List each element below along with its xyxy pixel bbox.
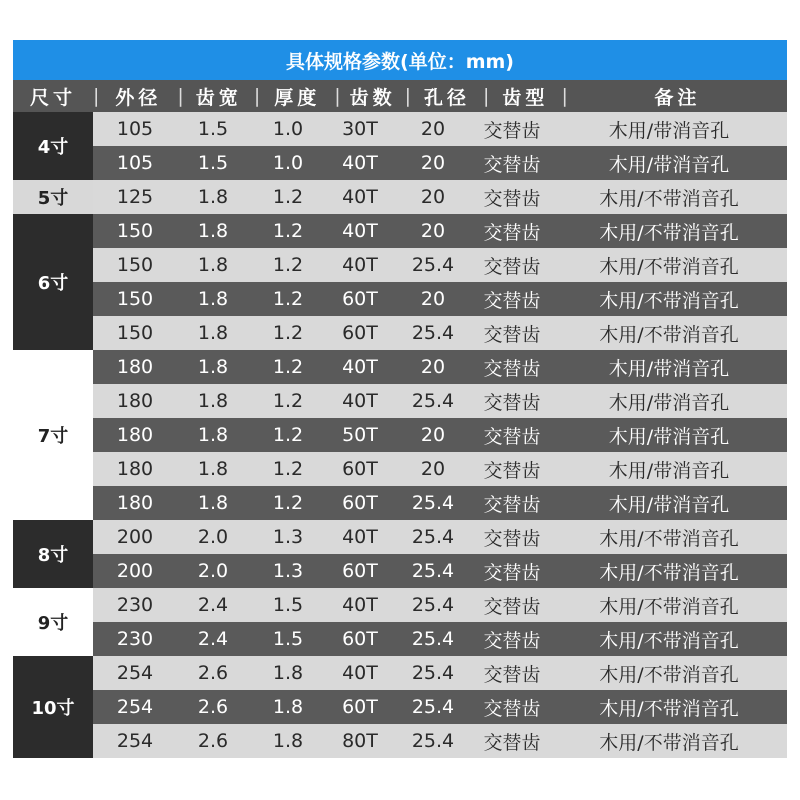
tooth-type-cell: 交替齿 xyxy=(483,697,541,720)
size-column xyxy=(13,112,93,758)
header-row xyxy=(13,80,787,112)
outer-diameter-cell: 150 xyxy=(116,220,154,242)
outer-diameter-cell: 150 xyxy=(116,254,154,276)
header-separator: | xyxy=(404,85,412,107)
tooth-type-cell: 交替齿 xyxy=(483,221,541,244)
tooth-type-cell: 交替齿 xyxy=(483,255,541,278)
table-row xyxy=(93,248,787,282)
tooth-type-cell: 交替齿 xyxy=(483,595,541,618)
thickness-cell: 1.2 xyxy=(272,254,304,276)
remark-cell: 木用/不带消音孔 xyxy=(599,187,739,210)
table-row xyxy=(93,622,787,656)
outer-diameter-cell: 105 xyxy=(116,118,154,140)
remark-cell: 木用/不带消音孔 xyxy=(599,697,739,720)
bore-cell: 25.4 xyxy=(411,492,455,514)
tooth-width-cell: 2.6 xyxy=(197,730,229,752)
remark-cell: 木用/不带消音孔 xyxy=(599,595,739,618)
tooth-type-cell: 交替齿 xyxy=(483,527,541,550)
outer-diameter-cell: 254 xyxy=(116,662,154,684)
thickness-cell: 1.2 xyxy=(272,288,304,310)
table-row xyxy=(93,316,787,350)
remark-cell: 木用/不带消音孔 xyxy=(599,731,739,754)
remark-cell: 木用/带消音孔 xyxy=(608,153,730,176)
tooth-width-cell: 1.5 xyxy=(197,118,229,140)
thickness-cell: 1.2 xyxy=(272,424,304,446)
remark-cell: 木用/带消音孔 xyxy=(608,391,730,414)
tooth-width-cell: 1.8 xyxy=(197,186,229,208)
remark-cell: 木用/不带消音孔 xyxy=(599,663,739,686)
thickness-cell: 1.8 xyxy=(272,730,304,752)
outer-diameter-cell: 230 xyxy=(116,594,154,616)
thickness-cell: 1.2 xyxy=(272,458,304,480)
tooth-type-cell: 交替齿 xyxy=(483,187,541,210)
tooth-width-cell: 1.8 xyxy=(197,288,229,310)
remark-cell: 木用/不带消音孔 xyxy=(599,323,739,346)
thickness-cell: 1.5 xyxy=(272,628,304,650)
outer-diameter-cell: 180 xyxy=(116,492,154,514)
outer-diameter-cell: 150 xyxy=(116,288,154,310)
remark-cell: 木用/带消音孔 xyxy=(608,119,730,142)
table-row xyxy=(93,418,787,452)
thickness-cell: 1.5 xyxy=(272,594,304,616)
tooth-width-cell: 1.8 xyxy=(197,492,229,514)
teeth-count-cell: 60T xyxy=(342,492,378,514)
teeth-count-cell: 40T xyxy=(342,220,378,242)
spec-table xyxy=(13,40,787,758)
header-size: 尺寸 xyxy=(29,86,76,109)
tooth-width-cell: 1.8 xyxy=(197,390,229,412)
size-label: 6寸 xyxy=(13,214,93,350)
header-tooth-type: 齿型 xyxy=(502,86,549,109)
tooth-type-cell: 交替齿 xyxy=(483,459,541,482)
bore-cell: 25.4 xyxy=(411,526,455,548)
teeth-count-cell: 40T xyxy=(342,662,378,684)
teeth-count-cell: 40T xyxy=(342,356,378,378)
bore-cell: 20 xyxy=(420,118,446,140)
tooth-type-cell: 交替齿 xyxy=(483,425,541,448)
outer-diameter-cell: 200 xyxy=(116,560,154,582)
header-thickness: 厚度 xyxy=(274,86,321,109)
outer-diameter-cell: 180 xyxy=(116,458,154,480)
teeth-count-cell: 40T xyxy=(342,152,378,174)
tooth-type-cell: 交替齿 xyxy=(483,289,541,312)
bore-cell: 25.4 xyxy=(411,560,455,582)
header-tooth-width: 齿宽 xyxy=(195,86,242,109)
bore-cell: 25.4 xyxy=(411,628,455,650)
header-separator: | xyxy=(561,85,568,107)
outer-diameter-cell: 230 xyxy=(116,628,154,650)
teeth-count-cell: 60T xyxy=(342,288,378,310)
thickness-cell: 1.2 xyxy=(272,322,304,344)
remark-cell: 木用/不带消音孔 xyxy=(599,221,739,244)
remark-cell: 木用/不带消音孔 xyxy=(599,255,739,278)
outer-diameter-cell: 180 xyxy=(116,356,154,378)
table-row xyxy=(93,588,787,622)
table-row xyxy=(93,214,787,248)
tooth-width-cell: 2.4 xyxy=(197,628,229,650)
tooth-type-cell: 交替齿 xyxy=(483,493,541,516)
table-title: 具体规格参数(单位：mm) xyxy=(13,40,787,80)
thickness-cell: 1.0 xyxy=(272,152,304,174)
remark-cell: 木用/不带消音孔 xyxy=(599,289,739,312)
remark-cell: 木用/带消音孔 xyxy=(608,459,730,482)
teeth-count-cell: 30T xyxy=(342,118,378,140)
outer-diameter-cell: 150 xyxy=(116,322,154,344)
tooth-width-cell: 1.8 xyxy=(197,220,229,242)
tooth-type-cell: 交替齿 xyxy=(483,153,541,176)
outer-diameter-cell: 105 xyxy=(116,152,154,174)
thickness-cell: 1.2 xyxy=(272,186,304,208)
thickness-cell: 1.8 xyxy=(272,662,304,684)
teeth-count-cell: 60T xyxy=(342,322,378,344)
header-outer-diameter: 外径 xyxy=(115,86,162,109)
header-separator: | xyxy=(93,85,100,107)
table-row xyxy=(93,656,787,690)
header-separator: | xyxy=(334,85,341,107)
teeth-count-cell: 60T xyxy=(342,560,378,582)
tooth-type-cell: 交替齿 xyxy=(483,119,541,142)
thickness-cell: 1.2 xyxy=(272,390,304,412)
table-row xyxy=(93,690,787,724)
tooth-width-cell: 2.0 xyxy=(197,526,229,548)
remark-cell: 木用/不带消音孔 xyxy=(599,527,739,550)
bore-cell: 25.4 xyxy=(411,696,455,718)
header-remark: 备注 xyxy=(654,86,701,109)
teeth-count-cell: 40T xyxy=(342,390,378,412)
table-row xyxy=(93,724,787,758)
tooth-width-cell: 2.6 xyxy=(197,696,229,718)
header-separator: | xyxy=(483,85,490,107)
tooth-type-cell: 交替齿 xyxy=(483,561,541,584)
table-row xyxy=(93,452,787,486)
remark-cell: 木用/不带消音孔 xyxy=(599,629,739,652)
thickness-cell: 1.8 xyxy=(272,696,304,718)
remark-cell: 木用/带消音孔 xyxy=(608,493,730,516)
tooth-type-cell: 交替齿 xyxy=(483,357,541,380)
outer-diameter-cell: 254 xyxy=(116,730,154,752)
remark-cell: 木用/带消音孔 xyxy=(608,357,730,380)
table-row xyxy=(93,350,787,384)
bore-cell: 20 xyxy=(420,458,446,480)
teeth-count-cell: 60T xyxy=(342,628,378,650)
thickness-cell: 1.3 xyxy=(272,560,304,582)
thickness-cell: 1.2 xyxy=(272,356,304,378)
data-rows xyxy=(93,112,787,758)
remark-cell: 木用/不带消音孔 xyxy=(599,561,739,584)
outer-diameter-cell: 125 xyxy=(116,186,154,208)
bore-cell: 20 xyxy=(420,220,446,242)
size-label: 9寸 xyxy=(13,588,93,656)
tooth-width-cell: 1.8 xyxy=(197,458,229,480)
tooth-type-cell: 交替齿 xyxy=(483,391,541,414)
bore-cell: 25.4 xyxy=(411,662,455,684)
bore-cell: 20 xyxy=(420,186,446,208)
size-label: 10寸 xyxy=(13,656,93,758)
thickness-cell: 1.2 xyxy=(272,220,304,242)
bore-cell: 25.4 xyxy=(411,594,455,616)
table-row xyxy=(93,112,787,146)
bore-cell: 25.4 xyxy=(411,254,455,276)
teeth-count-cell: 60T xyxy=(342,696,378,718)
teeth-count-cell: 40T xyxy=(342,594,378,616)
tooth-type-cell: 交替齿 xyxy=(483,629,541,652)
table-row xyxy=(93,282,787,316)
tooth-width-cell: 2.0 xyxy=(197,560,229,582)
table-row xyxy=(93,520,787,554)
tooth-type-cell: 交替齿 xyxy=(483,323,541,346)
tooth-type-cell: 交替齿 xyxy=(483,663,541,686)
tooth-width-cell: 1.8 xyxy=(197,254,229,276)
bore-cell: 20 xyxy=(420,288,446,310)
outer-diameter-cell: 254 xyxy=(116,696,154,718)
thickness-cell: 1.3 xyxy=(272,526,304,548)
tooth-width-cell: 1.8 xyxy=(197,356,229,378)
teeth-count-cell: 50T xyxy=(342,424,378,446)
tooth-width-cell: 2.6 xyxy=(197,662,229,684)
table-row xyxy=(93,180,787,214)
teeth-count-cell: 40T xyxy=(342,186,378,208)
tooth-width-cell: 1.8 xyxy=(197,424,229,446)
size-label: 8寸 xyxy=(13,520,93,588)
table-row xyxy=(93,146,787,180)
header-teeth-count: 齿数 xyxy=(349,86,396,109)
header-separator: | xyxy=(253,85,261,107)
teeth-count-cell: 40T xyxy=(342,526,378,548)
bore-cell: 25.4 xyxy=(411,322,455,344)
tooth-width-cell: 1.5 xyxy=(197,152,229,174)
bore-cell: 25.4 xyxy=(411,390,455,412)
tooth-type-cell: 交替齿 xyxy=(483,731,541,754)
size-label: 5寸 xyxy=(13,180,93,214)
bore-cell: 20 xyxy=(420,356,446,378)
bore-cell: 20 xyxy=(420,152,446,174)
table-row xyxy=(93,554,787,588)
thickness-cell: 1.2 xyxy=(272,492,304,514)
header-bore: 孔径 xyxy=(424,86,471,109)
thickness-cell: 1.0 xyxy=(272,118,304,140)
teeth-count-cell: 60T xyxy=(342,458,378,480)
size-label: 7寸 xyxy=(13,350,93,520)
table-row xyxy=(93,486,787,520)
teeth-count-cell: 80T xyxy=(342,730,378,752)
bore-cell: 20 xyxy=(420,424,446,446)
table-body xyxy=(13,112,787,758)
size-label: 4寸 xyxy=(13,112,93,180)
bore-cell: 25.4 xyxy=(411,730,455,752)
outer-diameter-cell: 180 xyxy=(116,424,154,446)
teeth-count-cell: 40T xyxy=(342,254,378,276)
table-row xyxy=(93,384,787,418)
outer-diameter-cell: 180 xyxy=(116,390,154,412)
outer-diameter-cell: 200 xyxy=(116,526,154,548)
header-separator: | xyxy=(177,85,184,107)
tooth-width-cell: 2.4 xyxy=(197,594,229,616)
tooth-width-cell: 1.8 xyxy=(197,322,229,344)
remark-cell: 木用/带消音孔 xyxy=(608,425,730,448)
